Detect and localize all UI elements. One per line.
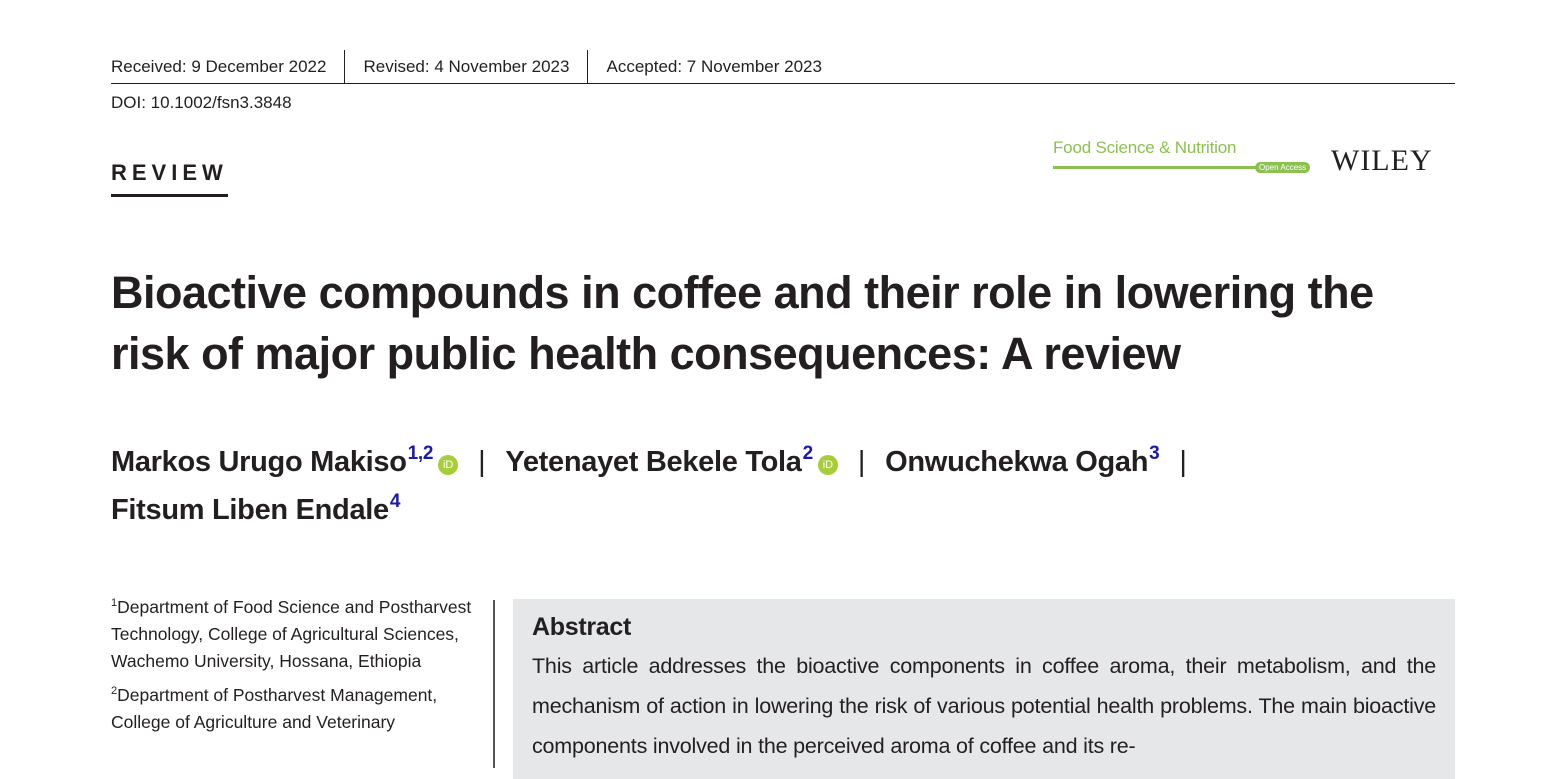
accepted-date: Accepted: 7 November 2023 bbox=[587, 50, 839, 83]
affiliation-ref[interactable]: 1,2 bbox=[407, 443, 434, 464]
author-separator: | bbox=[857, 446, 866, 478]
affiliations-column bbox=[111, 594, 486, 743]
open-access-badge: Open Access bbox=[1255, 162, 1310, 173]
affiliation-ref[interactable]: 4 bbox=[389, 491, 401, 512]
article-type-label: REVIEW bbox=[111, 160, 228, 197]
orcid-icon[interactable]: iD bbox=[438, 455, 458, 475]
received-date: Received: 9 December 2022 bbox=[111, 56, 327, 76]
author-name: Markos Urugo Makiso bbox=[111, 446, 407, 478]
author-list bbox=[111, 438, 1411, 534]
author-3[interactable] bbox=[885, 443, 1160, 478]
affiliation-number: 2 bbox=[111, 685, 118, 697]
journal-logo[interactable] bbox=[1053, 138, 1321, 178]
author-separator: | bbox=[478, 446, 486, 478]
article-title: Bioactive compounds in coffee and their role in lowering the risk of major public health consequences: A review bbox=[111, 267, 1374, 379]
journal-name: Food Science & Nutrition bbox=[1053, 138, 1237, 157]
affiliation-1 bbox=[111, 594, 486, 675]
publisher-logo[interactable]: WILEY bbox=[1331, 144, 1433, 177]
affiliation-ref[interactable]: 3 bbox=[1149, 443, 1160, 464]
journal-logo-line bbox=[1053, 166, 1257, 169]
doi-link[interactable]: DOI: 10.1002/fsn3.3848 bbox=[111, 93, 292, 112]
affiliation-text: Department of Food Science and Postharvest Technology, College of Agricultural Sciences, Wachemo University, Hossana, Ethiopia bbox=[111, 597, 472, 671]
author-2[interactable] bbox=[505, 443, 838, 478]
abstract-section bbox=[513, 599, 1455, 779]
affiliation-text: Department of Postharvest Management, College of Agriculture and Veterinary bbox=[111, 685, 438, 732]
affiliation-ref[interactable]: 2 bbox=[802, 443, 813, 464]
affiliation-number: 1 bbox=[111, 597, 118, 609]
article-dates-bar bbox=[111, 50, 1455, 84]
author-4[interactable] bbox=[111, 491, 401, 526]
author-name: Yetenayet Bekele Tola bbox=[505, 446, 802, 478]
abstract-text: This article addresses the bioactive components in coffee aroma, their metabolism, and the mechanism of action in lowering the risk of various potential health problems. The main bioactive components involved in the perceived aroma of coffee and its re- bbox=[532, 654, 1436, 758]
affiliation-2 bbox=[111, 682, 486, 736]
author-name: Fitsum Liben Endale bbox=[111, 494, 389, 526]
author-name: Onwuchekwa Ogah bbox=[885, 446, 1149, 478]
revised-date: Revised: 4 November 2023 bbox=[344, 50, 587, 83]
author-separator: | bbox=[1179, 446, 1187, 478]
orcid-icon[interactable]: iD bbox=[818, 455, 838, 475]
column-divider bbox=[493, 600, 495, 768]
author-1[interactable] bbox=[111, 443, 458, 478]
abstract-heading: Abstract bbox=[532, 613, 632, 641]
